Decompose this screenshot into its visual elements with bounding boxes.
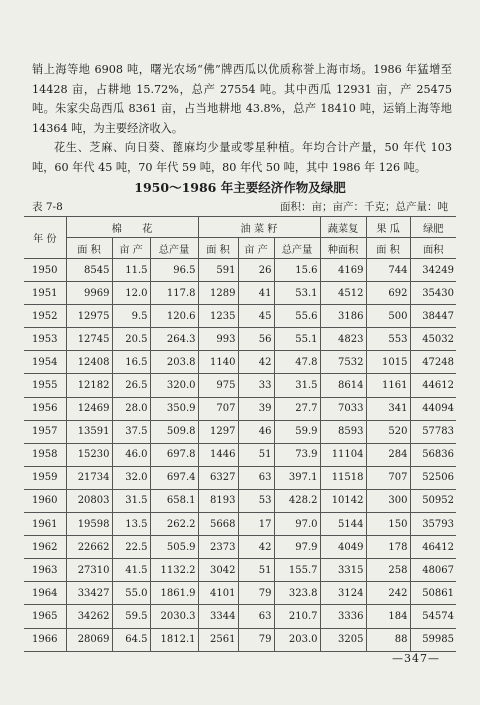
value-cell: 33 [238, 374, 274, 397]
value-cell: 300 [366, 489, 410, 512]
value-cell: 1132.2 [150, 559, 198, 582]
year-cell: 1952 [24, 305, 66, 328]
value-cell: 2373 [198, 536, 238, 559]
header-rapeseed-total: 总产量 [274, 238, 320, 259]
table-row [24, 628, 456, 651]
year-cell: 1963 [24, 559, 66, 582]
value-cell: 42 [238, 536, 274, 559]
table-row [24, 513, 456, 536]
value-cell: 79 [238, 582, 274, 605]
value-cell: 692 [366, 282, 410, 305]
value-cell: 63 [238, 466, 274, 489]
value-cell: 3315 [320, 559, 366, 582]
value-cell: 19598 [66, 513, 112, 536]
value-cell: 12.0 [112, 282, 150, 305]
value-cell: 505.9 [150, 536, 198, 559]
value-cell: 17 [238, 513, 274, 536]
value-cell: 4512 [320, 282, 366, 305]
header-vegetable-area: 种面积 [320, 238, 366, 259]
value-cell: 22.5 [112, 536, 150, 559]
value-cell: 500 [366, 305, 410, 328]
header-cotton-total: 总产量 [150, 238, 198, 259]
value-cell: 11.5 [112, 259, 150, 282]
value-cell: 697.8 [150, 443, 198, 466]
value-cell: 31.5 [274, 374, 320, 397]
value-cell: 52506 [410, 466, 456, 489]
value-cell: 51 [238, 443, 274, 466]
value-cell: 2030.3 [150, 605, 198, 628]
table-row [24, 397, 456, 420]
value-cell: 28069 [66, 628, 112, 651]
year-cell: 1953 [24, 328, 66, 351]
value-cell: 184 [366, 605, 410, 628]
value-cell: 59.9 [274, 420, 320, 443]
value-cell: 284 [366, 443, 410, 466]
year-cell: 1960 [24, 489, 66, 512]
value-cell: 35793 [410, 513, 456, 536]
value-cell: 744 [366, 259, 410, 282]
table-row [24, 443, 456, 466]
table-row [24, 282, 456, 305]
value-cell: 5144 [320, 513, 366, 536]
value-cell: 11104 [320, 443, 366, 466]
value-cell: 120.6 [150, 305, 198, 328]
value-cell: 21734 [66, 466, 112, 489]
value-cell: 9969 [66, 282, 112, 305]
year-cell: 1962 [24, 536, 66, 559]
value-cell: 12745 [66, 328, 112, 351]
table-row [24, 605, 456, 628]
value-cell: 2561 [198, 628, 238, 651]
value-cell: 88 [366, 628, 410, 651]
year-cell: 1959 [24, 466, 66, 489]
value-cell: 178 [366, 536, 410, 559]
year-cell: 1964 [24, 582, 66, 605]
year-cell: 1954 [24, 351, 66, 374]
value-cell: 509.8 [150, 420, 198, 443]
value-cell: 1161 [366, 374, 410, 397]
table-row [24, 559, 456, 582]
header-cotton-area: 面 积 [66, 238, 112, 259]
year-cell: 1966 [24, 628, 66, 651]
value-cell: 39 [238, 397, 274, 420]
value-cell: 57783 [410, 420, 456, 443]
header-fruit-area: 面 积 [366, 238, 410, 259]
value-cell: 31.5 [112, 489, 150, 512]
value-cell: 50952 [410, 489, 456, 512]
value-cell: 53 [238, 489, 274, 512]
table-row [24, 328, 456, 351]
value-cell: 63 [238, 605, 274, 628]
value-cell: 258 [366, 559, 410, 582]
value-cell: 320.0 [150, 374, 198, 397]
value-cell: 37.5 [112, 420, 150, 443]
value-cell: 3124 [320, 582, 366, 605]
value-cell: 55.6 [274, 305, 320, 328]
value-cell: 697.4 [150, 466, 198, 489]
value-cell: 242 [366, 582, 410, 605]
value-cell: 15230 [66, 443, 112, 466]
value-cell: 47.8 [274, 351, 320, 374]
value-cell: 264.3 [150, 328, 198, 351]
header-fruit-melon: 果 瓜 [366, 217, 410, 238]
table-row [24, 374, 456, 397]
value-cell: 45 [238, 305, 274, 328]
value-cell: 46.0 [112, 443, 150, 466]
table-row [24, 305, 456, 328]
table-number: 表 7-8 [32, 201, 63, 213]
value-cell: 42 [238, 351, 274, 374]
year-cell: 1955 [24, 374, 66, 397]
year-cell: 1958 [24, 443, 66, 466]
value-cell: 4169 [320, 259, 366, 282]
value-cell: 12469 [66, 397, 112, 420]
table-row [24, 466, 456, 489]
value-cell: 203.0 [274, 628, 320, 651]
value-cell: 553 [366, 328, 410, 351]
value-cell: 27.7 [274, 397, 320, 420]
year-cell: 1961 [24, 513, 66, 536]
value-cell: 96.5 [150, 259, 198, 282]
table-row [24, 582, 456, 605]
paragraph-1: 销上海等地 6908 吨，曙光农场“佛”牌西瓜以优质称誉上海市场。1986 年猛增至 14428 亩，占耕地 15.72%，总产 27554 吨。其中西瓜 12931 亩，产 25475 吨。朱家尖岛西瓜 8361 亩，占当地耕地 43.8%，总产 18410 吨，运销上海等地 14364 吨，为主要经济收入。 [32, 63, 452, 135]
table-row [24, 259, 456, 282]
header-green-manure: 绿肥 [410, 217, 456, 238]
value-cell: 13.5 [112, 513, 150, 536]
value-cell: 64.5 [112, 628, 150, 651]
crops-table [24, 216, 456, 652]
value-cell: 8593 [320, 420, 366, 443]
value-cell: 41.5 [112, 559, 150, 582]
year-cell: 1965 [24, 605, 66, 628]
value-cell: 4049 [320, 536, 366, 559]
value-cell: 73.9 [274, 443, 320, 466]
value-cell: 32.0 [112, 466, 150, 489]
value-cell: 44094 [410, 397, 456, 420]
header-year: 年 份 [24, 217, 66, 259]
value-cell: 27310 [66, 559, 112, 582]
value-cell: 1297 [198, 420, 238, 443]
year-cell: 1956 [24, 397, 66, 420]
value-cell: 8545 [66, 259, 112, 282]
value-cell: 3336 [320, 605, 366, 628]
value-cell: 46412 [410, 536, 456, 559]
value-cell: 975 [198, 374, 238, 397]
value-cell: 1015 [366, 351, 410, 374]
value-cell: 3042 [198, 559, 238, 582]
value-cell: 203.8 [150, 351, 198, 374]
value-cell: 33427 [66, 582, 112, 605]
value-cell: 323.8 [274, 582, 320, 605]
value-cell: 4101 [198, 582, 238, 605]
value-cell: 56 [238, 328, 274, 351]
value-cell: 26.5 [112, 374, 150, 397]
value-cell: 3186 [320, 305, 366, 328]
table-units: 面积：亩；亩产：千克；总产量：吨 [280, 201, 448, 213]
value-cell: 8193 [198, 489, 238, 512]
value-cell: 262.2 [150, 513, 198, 536]
value-cell: 1861.9 [150, 582, 198, 605]
table-row [24, 420, 456, 443]
value-cell: 79 [238, 628, 274, 651]
value-cell: 12408 [66, 351, 112, 374]
value-cell: 22662 [66, 536, 112, 559]
table-body [24, 259, 456, 652]
value-cell: 55.1 [274, 328, 320, 351]
value-cell: 38447 [410, 305, 456, 328]
value-cell: 12975 [66, 305, 112, 328]
value-cell: 1235 [198, 305, 238, 328]
value-cell: 26 [238, 259, 274, 282]
value-cell: 428.2 [274, 489, 320, 512]
value-cell: 707 [366, 466, 410, 489]
value-cell: 117.8 [150, 282, 198, 305]
value-cell: 12182 [66, 374, 112, 397]
value-cell: 44612 [410, 374, 456, 397]
value-cell: 51 [238, 559, 274, 582]
value-cell: 7532 [320, 351, 366, 374]
value-cell: 5668 [198, 513, 238, 536]
year-cell: 1951 [24, 282, 66, 305]
value-cell: 20803 [66, 489, 112, 512]
value-cell: 10142 [320, 489, 366, 512]
value-cell: 20.5 [112, 328, 150, 351]
header-rapeseed-yield: 亩 产 [238, 238, 274, 259]
value-cell: 350.9 [150, 397, 198, 420]
value-cell: 9.5 [112, 305, 150, 328]
value-cell: 1289 [198, 282, 238, 305]
value-cell: 11518 [320, 466, 366, 489]
value-cell: 155.7 [274, 559, 320, 582]
value-cell: 150 [366, 513, 410, 536]
value-cell: 48067 [410, 559, 456, 582]
value-cell: 8614 [320, 374, 366, 397]
year-cell: 1957 [24, 420, 66, 443]
header-cotton: 棉 花 [66, 217, 198, 238]
value-cell: 97.0 [274, 513, 320, 536]
header-cotton-yield: 亩 产 [112, 238, 150, 259]
value-cell: 658.1 [150, 489, 198, 512]
value-cell: 1812.1 [150, 628, 198, 651]
value-cell: 6327 [198, 466, 238, 489]
table-title: 1950～1986 年主要经济作物及绿肥 [134, 180, 346, 195]
paragraph-2: 花生、芝麻、向日葵、蓖麻均少量或零星种植。年均合计产量，50 年代 103 吨，60 年代 45 吨，70 年代 59 吨，80 年代 50 吨，其中 1986 年 126 吨。 [32, 141, 452, 174]
table-row [24, 351, 456, 374]
value-cell: 3344 [198, 605, 238, 628]
value-cell: 35430 [410, 282, 456, 305]
value-cell: 3205 [320, 628, 366, 651]
value-cell: 28.0 [112, 397, 150, 420]
value-cell: 50861 [410, 582, 456, 605]
value-cell: 210.7 [274, 605, 320, 628]
value-cell: 56836 [410, 443, 456, 466]
value-cell: 59985 [410, 628, 456, 651]
value-cell: 993 [198, 328, 238, 351]
value-cell: 34249 [410, 259, 456, 282]
value-cell: 46 [238, 420, 274, 443]
value-cell: 55.0 [112, 582, 150, 605]
value-cell: 707 [198, 397, 238, 420]
value-cell: 1446 [198, 443, 238, 466]
value-cell: 13591 [66, 420, 112, 443]
value-cell: 591 [198, 259, 238, 282]
value-cell: 97.9 [274, 536, 320, 559]
value-cell: 16.5 [112, 351, 150, 374]
value-cell: 41 [238, 282, 274, 305]
value-cell: 45032 [410, 328, 456, 351]
value-cell: 34262 [66, 605, 112, 628]
page-number: —347— [392, 652, 440, 665]
value-cell: 47248 [410, 351, 456, 374]
value-cell: 4823 [320, 328, 366, 351]
table-row [24, 489, 456, 512]
table-row [24, 536, 456, 559]
header-green-area: 面积 [410, 238, 456, 259]
header-rapeseed: 油 菜 籽 [198, 217, 320, 238]
value-cell: 520 [366, 420, 410, 443]
value-cell: 7033 [320, 397, 366, 420]
year-cell: 1950 [24, 259, 66, 282]
value-cell: 59.5 [112, 605, 150, 628]
value-cell: 15.6 [274, 259, 320, 282]
header-vegetable: 蔬菜复 [320, 217, 366, 238]
value-cell: 341 [366, 397, 410, 420]
value-cell: 397.1 [274, 466, 320, 489]
header-rapeseed-area: 面 积 [198, 238, 238, 259]
value-cell: 54574 [410, 605, 456, 628]
value-cell: 53.1 [274, 282, 320, 305]
value-cell: 1140 [198, 351, 238, 374]
